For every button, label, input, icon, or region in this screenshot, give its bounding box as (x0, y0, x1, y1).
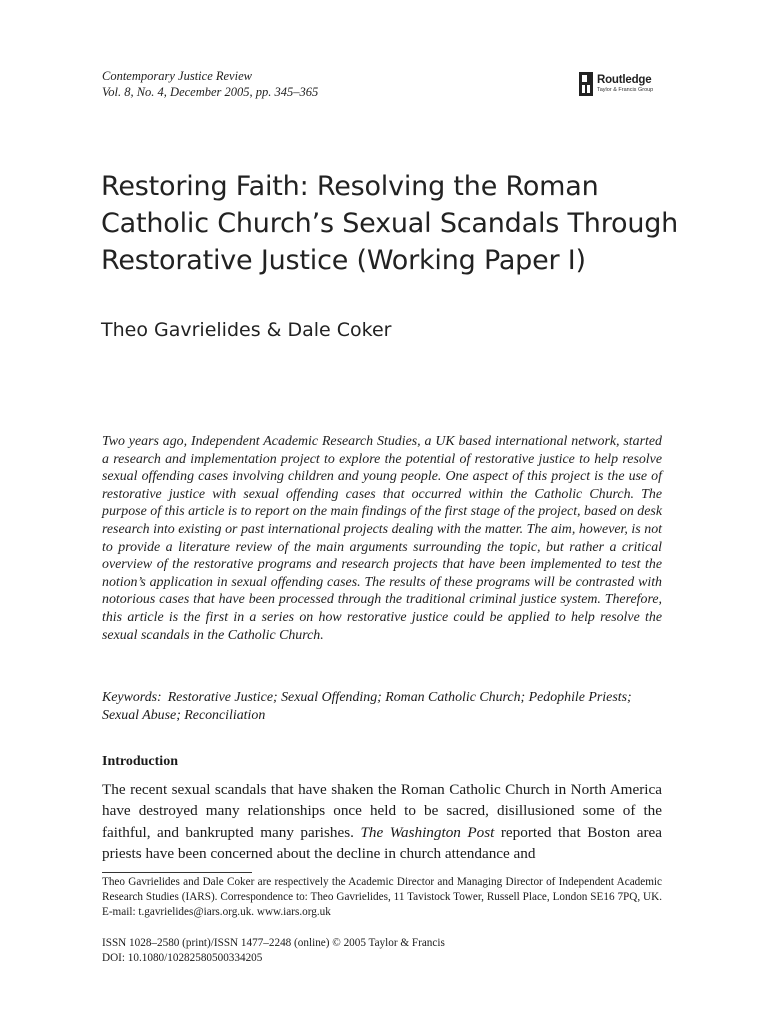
article-title: Restoring Faith: Resolving the Roman Catholic Church’s Sexual Scandals Through Restorative Justice (Working Paper I) (101, 171, 679, 276)
introduction-heading: Introduction (102, 754, 178, 769)
journal-name: Contemporary Justice Review (102, 69, 252, 83)
intro-publication-name: The Washington Post (360, 823, 495, 841)
routledge-logo-icon (579, 72, 593, 96)
issn-block (102, 936, 445, 966)
intro-text-end: reported that Boston area priests have been concerned about the decline in church attendance and (102, 823, 663, 862)
intro-text-start: The recent sexual scandals that have shaken the Roman Catholic Church in North America have destroyed many relationships once held to be sacred, disillusioned some of the faithful, and bankrupted many parishes. (102, 781, 662, 841)
journal-volume: Vol. 8, No. 4, December 2005, pp. 345–365 (102, 85, 319, 99)
publisher-logo (579, 72, 653, 96)
article-authors: Theo Gavrielides & Dale Coker (101, 319, 392, 341)
author-footnote: Theo Gavrielides and Dale Coker are respectively the Academic Director and Managing Director of Independent Academic Research Studies (IARS). Correspondence to: Theo Gavrielides, 11 Tavistock Tower, Russell Place, London SE16 7PQ, UK. E-mail: t.gavrielides@iars.org.uk. www.iars.org.uk (102, 876, 662, 919)
keywords-text: Restorative Justice; Sexual Offending; Roman Catholic Church; Pedophile Priests; Sexual Abuse; Reconciliation (102, 690, 632, 723)
introduction-paragraph (102, 779, 662, 864)
footnote-divider (102, 872, 252, 873)
issn-line: ISSN 1028–2580 (print)/ISSN 1477–2248 (online) © 2005 Taylor & Francis (102, 937, 445, 949)
keywords (102, 689, 662, 724)
publisher-name: Routledge (597, 73, 652, 86)
publisher-subtitle: Taylor & Francis Group (597, 87, 654, 93)
keywords-label: Keywords: (102, 690, 162, 705)
journal-header (102, 68, 318, 100)
doi-line: DOI: 10.1080/10282580500334205 (102, 952, 263, 965)
abstract: Two years ago, Independent Academic Research Studies, a UK based international network, started a research and implementation project to explore the potential of restorative justice to help resolve sexual offending cases involving children and young people. One aspect of this project is the use of restorative justice with sexual offending cases that occurred within the Catholic Church. The purpose of this article is to report on the main findings of the first stage of the project, based on desk research into existing or past international projects dealing with the matter. The aim, however, is not to provide a literature review of the main arguments surrounding the topic, but rather a critical overview of the restorative programs and research projects that have been implemented to test the notion’s application in sexual offending cases. The results of these programs will be contrasted with notorious cases that have been processed through the traditional criminal justice system. Therefore, this article is the first in a series on how restorative justice could be applied to help resolve the sexual scandals in the Catholic Church. (102, 434, 662, 643)
